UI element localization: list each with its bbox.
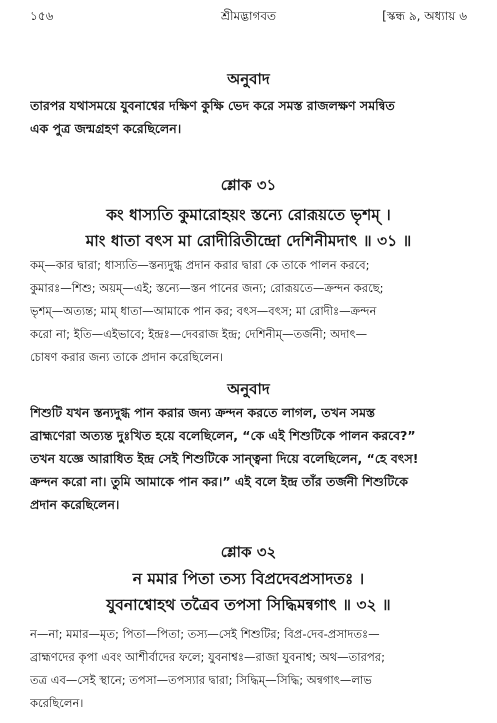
synonyms-paragraph bbox=[30, 623, 470, 715]
text-line: তত্র এব—সেই স্থানে; তপসা—তপস্যার দ্বারা; সিদ্ধিম্—সিদ্ধি; অন্বগাৎ—লাভ bbox=[30, 673, 372, 687]
text-line: করো না; ইতি—এইভাবে; ইন্দ্রঃ—দেবরাজ ইন্দ্র; দেশিনীম্—তর্জনী; অদাৎ— bbox=[30, 327, 368, 341]
text-line: কুমারঃ—শিশু; অয়ম্—এই; স্তন্যে—স্তন পানের জন্য; রোরূয়তে—ক্রন্দন করছে; bbox=[30, 281, 384, 295]
text-line: ন—না; মমার—মৃত; পিতা—পিতা; তস্য—সেই শিশুটির; বিপ্র-দেব-প্রসাদতঃ— bbox=[30, 627, 380, 641]
text-line: ক্রন্দন করো না। তুমি আমাকে পান কর।” এই বলে ইন্দ্র তাঁর তর্জনী শিশুটিকে bbox=[30, 474, 408, 489]
book-title: শ্রীমদ্ভাগবত bbox=[220, 9, 277, 23]
verse-line: ন মমার পিতা তস্য বিপ্রদেবপ্রসাদতঃ । bbox=[132, 570, 365, 588]
translation-paragraph bbox=[30, 94, 470, 140]
translation-heading: অনুবাদ bbox=[227, 70, 270, 88]
verse-heading: শ্লোক ৩২ bbox=[220, 543, 277, 561]
text-line: কম্—কার দ্বারা; ধাস্যতি—স্তন্যদুগ্ধ প্রদান করার দ্বারা কে তাকে পালন করবে; bbox=[30, 258, 370, 272]
text-line: এক পুত্র জন্মগ্রহণ করেছিলেন। bbox=[30, 121, 182, 136]
text-line: চোষণ করার জন্য তাকে প্রদান করেছিলেন। bbox=[30, 350, 224, 364]
translation-paragraph bbox=[30, 401, 470, 516]
text-line: ব্রাহ্মণদের কৃপা এবং আশীর্বাদের ফলে; যুবনাশ্বঃ—রাজা যুবনাশ্ব; অথ—তারপর; bbox=[30, 650, 385, 664]
verse-line: মাং ধাতা বৎস মা রোদীরিতীন্দ্রো দেশিনীমদাৎ ॥ ৩১ ॥ bbox=[85, 232, 412, 250]
text-line: ব্রাহ্মণেরা অত্যন্ত দুঃখিত হয়ে বলেছিলেন, “কে এই শিশুটিকে পালন করবে?” bbox=[30, 428, 416, 443]
text-line: প্রদান করেছিলেন। bbox=[30, 497, 120, 512]
translation-heading: অনুবাদ bbox=[227, 380, 270, 398]
text-line: শিশুটি যখন স্তন্যদুগ্ধ পান করার জন্য ক্রন্দন করতে লাগল, তখন সমস্ত bbox=[30, 405, 376, 420]
text-line: ভৃশম্—অত্যন্ত; মাম্ ধাতা—আমাকে পান কর; বৎস—বৎস; মা রোদীঃ—ক্রন্দন bbox=[30, 304, 377, 318]
chapter-reference: [স্কন্ধ ৯, অধ্যায় ৬ bbox=[382, 9, 467, 23]
synonyms-paragraph bbox=[30, 254, 470, 369]
verse-line: কং ধাস্যতি কুমারোহয়ং স্তন্যে রোরূয়তে ভৃশম্ । bbox=[106, 206, 391, 224]
page-header bbox=[30, 6, 467, 28]
verse-line: যুবনাশ্বোহথ তত্রৈব তপসা সিদ্ধিমন্বগাৎ ॥ ৩২ ॥ bbox=[106, 596, 391, 614]
text-line: করেছিলেন। bbox=[30, 696, 84, 710]
page-number: ১৫৬ bbox=[30, 9, 54, 23]
verse-heading: শ্লোক ৩১ bbox=[220, 176, 277, 194]
text-line: তখন যজ্ঞে আরাধিত ইন্দ্র সেই শিশুটিকে সান্ত্বনা দিয়ে বলেছিলেন, “হে বৎস! bbox=[30, 451, 419, 466]
text-line: তারপর যথাসময়ে যুবনাশ্বের দক্ষিণ কুক্ষি ভেদ করে সমস্ত রাজলক্ষণ সমন্বিত bbox=[30, 98, 395, 113]
